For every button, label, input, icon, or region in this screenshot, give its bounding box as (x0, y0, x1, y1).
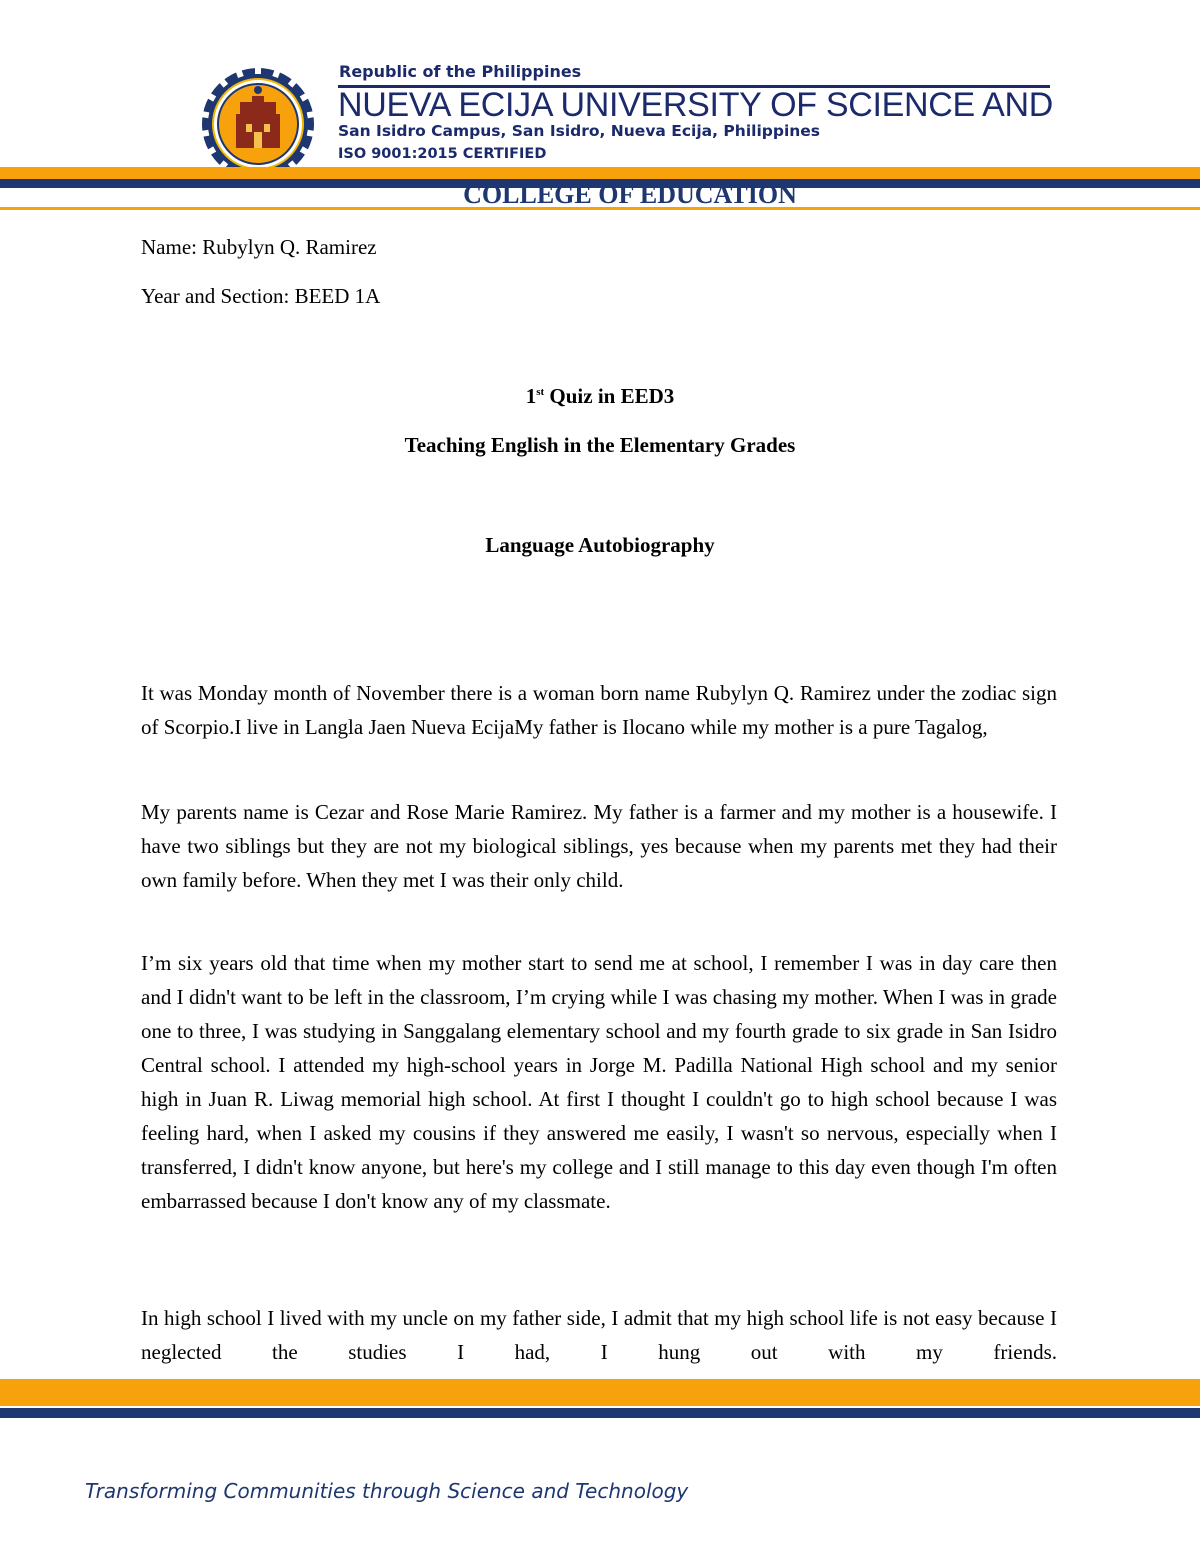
iso-certification: ISO 9001:2015 CERTIFIED (338, 146, 547, 162)
paragraph: I’m six years old that time when my mother start to send me at school, I remember I was in day care then and I didn't want to be left in the classroom, I’m crying while I was chasing my mother. When I was in grade one to three, I was studying in Sanggalang elementary school and my fourth grade to six grade in San Isidro Central school. I attended my high-school years in Jorge M. Padilla National High school and my senior high in Juan R. Liwag memorial high school. At first I thought I couldn't go to high school because I was feeling hard, when I asked my cousins if they answered me easily, I wasn't so nervous, especially when I transferred, I didn't know anyone, but here's my college and I still manage to this day even though I'm often embarrassed because I don't know any of my classmate. (141, 951, 1057, 1213)
quiz-label: Quiz in EED3 (544, 384, 675, 408)
student-name: Name: Rubylyn Q. Ramirez (141, 235, 377, 259)
campus-address: San Isidro Campus, San Isidro, Nueva Ecija, Philippines (338, 122, 821, 140)
university-name: NUEVA ECIJA UNIVERSITY OF SCIENCE AND (338, 86, 1054, 124)
quiz-ordinal: st (536, 386, 545, 398)
footer-band-navy (0, 1408, 1200, 1418)
paragraph: In high school I lived with my uncle on my father side, I admit that my high school life is not easy because I neglected the studies I had, I hung out with my friends. (141, 1306, 1057, 1364)
paragraph: My parents name is Cezar and Rose Marie Ramirez. My father is a farmer and my mother is a housewife. I have two siblings but they are not my biological siblings, yes because when my parents met they had their own family before. When they met I was their only child. (141, 800, 1057, 892)
quiz-number: 1 (525, 384, 537, 408)
university-seal-icon (200, 66, 316, 182)
course-title: Teaching English in the Elementary Grades (404, 433, 796, 457)
footer-tagline: Transforming Communities through Science and Technology (85, 1479, 689, 1503)
year-section: Year and Section: BEED 1A (141, 284, 381, 308)
college-title: COLLEGE OF EDUCATION (463, 180, 797, 209)
republic-label: Republic of the Philippines (339, 62, 582, 81)
footer-band-orange (0, 1379, 1200, 1406)
paragraph: It was Monday month of November there is a woman born name Rubylyn Q. Ramirez under the zodiac sign of Scorpio.I live in Langla Jaen Nueva EcijaMy father is Ilocano while my mother is a pure Tagalog, (141, 681, 1057, 739)
header-band-orange (0, 167, 1200, 179)
essay-title: Language Autobiography (485, 533, 715, 557)
quiz-title (0, 384, 1200, 409)
